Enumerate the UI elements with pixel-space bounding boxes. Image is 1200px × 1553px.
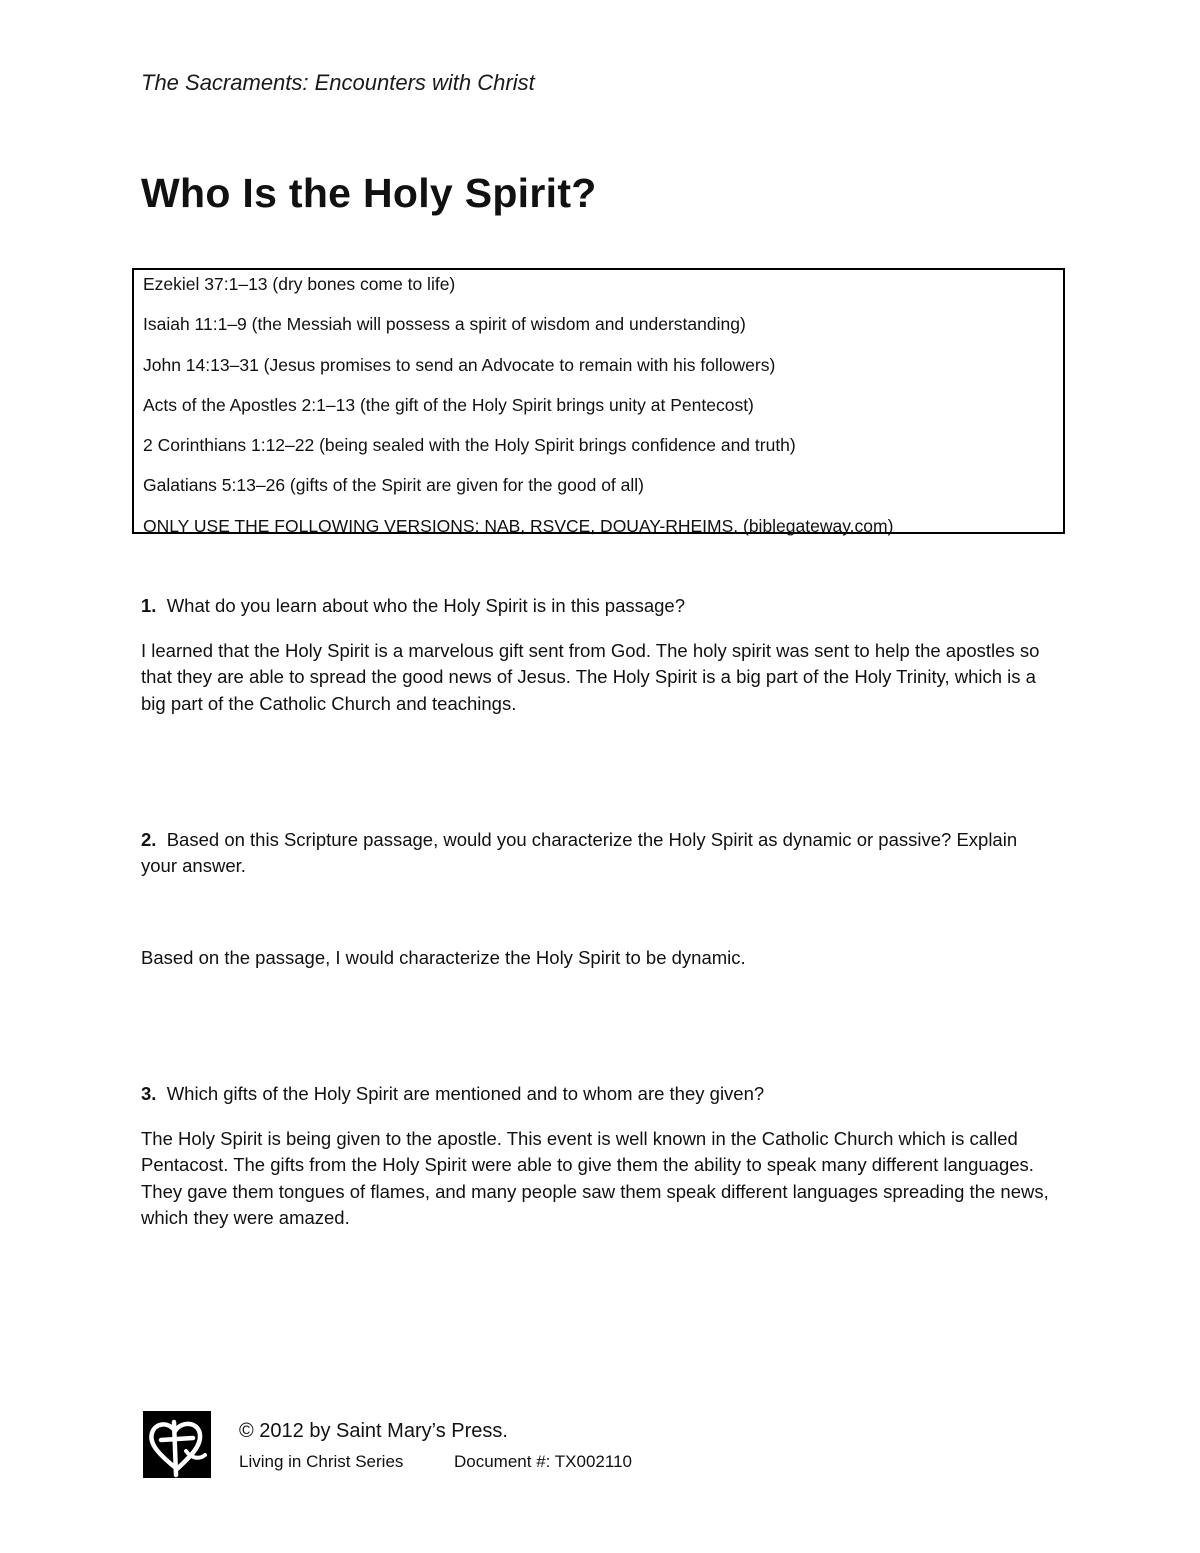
answer-1: I learned that the Holy Spirit is a marvelous gift sent from God. The holy spirit was sent to help the apostles so that they are able to spread the good news of Jesus. The Holy Spirit is a big part of the Holy Trinity, which is a big part of the Catholic Church and teachings. xyxy=(141,640,1040,714)
question-text: What do you learn about who the Holy Spirit is in this passage? xyxy=(166,595,686,616)
scripture-reference: Isaiah 11:1–9 (the Messiah will possess a spirit of wisdom and understanding) xyxy=(143,314,746,335)
question-text: Based on this Scripture passage, would you characterize the Holy Spirit as dynamic or passive? Explain your answer. xyxy=(141,829,1018,876)
question-2 xyxy=(141,827,1041,879)
answer-3: The Holy Spirit is being given to the apostle. This event is well known in the Catholic Church which is called Pentacost. The gifts from the Holy Spirit were able to give them the ability to speak many different languages. They gave them tongues of flames, and many people saw them speak different languages spreading the news, which they were amazed. xyxy=(141,1128,1049,1228)
scripture-reference: 2 Corinthians 1:12–22 (being sealed with the Holy Spirit brings confidence and truth) xyxy=(143,435,796,456)
answer-2: Based on the passage, I would characterize the Holy Spirit to be dynamic. xyxy=(141,947,746,968)
versions-instruction: ONLY USE THE FOLLOWING VERSIONS: NAB, RSVCE, DOUAY-RHEIMS. (biblegateway.com) xyxy=(143,515,894,536)
series-name: Living in Christ Series xyxy=(239,1452,404,1471)
document-number: Document #: TX002110 xyxy=(454,1452,632,1471)
scripture-reference: Ezekiel 37:1–13 (dry bones come to life) xyxy=(143,274,456,294)
scripture-reference: Galatians 5:13–26 (gifts of the Spirit are given for the good of all) xyxy=(143,475,644,496)
scripture-reference: Acts of the Apostles 2:1–13 (the gift of the Holy Spirit brings unity at Pentecost) xyxy=(143,394,754,415)
scripture-reference-box xyxy=(132,268,1065,534)
question-1 xyxy=(141,593,1041,619)
question-3 xyxy=(141,1081,1041,1107)
question-number: 1. xyxy=(141,595,157,616)
question-number: 3. xyxy=(141,1083,157,1104)
scripture-reference: John 14:13–31 (Jesus promises to send an Advocate to remain with his followers) xyxy=(143,354,776,375)
question-text: Which gifts of the Holy Spirit are mentioned and to whom are they given? xyxy=(166,1083,765,1104)
series-title: The Sacraments: Encounters with Christ xyxy=(141,70,535,95)
heart-cross-logo-icon xyxy=(143,1411,211,1478)
copyright-text: © 2012 by Saint Mary’s Press. xyxy=(239,1420,508,1442)
page-title: Who Is the Holy Spirit? xyxy=(141,170,597,216)
question-number: 2. xyxy=(141,829,157,850)
